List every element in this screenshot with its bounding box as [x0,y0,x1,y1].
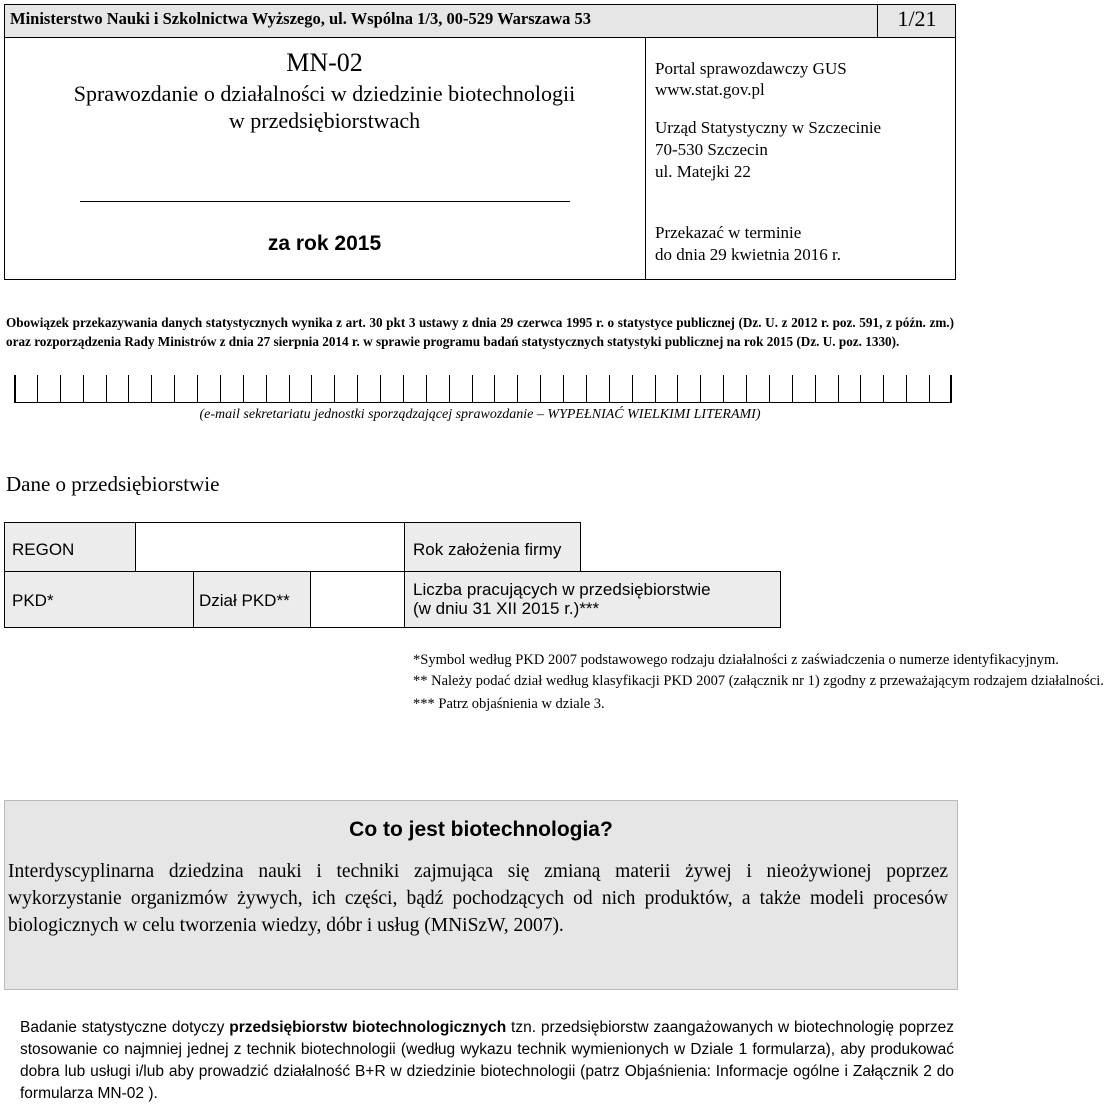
employees-label-line2: (w dniu 31 XII 2015 r.)*** [413,599,600,618]
header-vertical-divider [645,38,646,280]
study-scope-post: tzn. przedsiębiorstw zaangażowanych w biotechnologię poprzez stosowanie co najmniej jednej z technik biotechnologii (według wykazu technik wymienionych w Dziale 1 formularza), aby produkować dobra lub usługi i/lub aby prowadzić działalność B+R w dziedzinie biotechnologii (patrz Objaśnienia: Informacje ogólne i Załącznik 2 do formularza MN-02 ). [20,1019,954,1102]
footnote-pkd: *Symbol według PKD 2007 podstawowego rodzaju działalności z zaświadczenia o numerze identyfikacyjnym. [413,652,1059,668]
email-cell-divider [746,375,747,403]
email-cell-divider [700,375,701,403]
email-cell-divider [311,375,312,403]
office-street: ul. Matejki 22 [655,162,751,181]
email-cell-divider [14,375,16,403]
email-cell-divider [128,375,129,403]
form-title-line1: Sprawozdanie o działalności w dziedzinie biotechnologii [73,81,576,106]
office-name: Urząd Statystyczny w Szczecinie [655,118,882,137]
email-input-cells[interactable] [14,375,952,403]
portal-name: Portal sprawozdawczy GUS [655,59,847,78]
email-cell-divider [37,375,38,403]
footnote-employees: *** Patrz objaśnienia w dziale 3. [413,696,605,712]
study-scope-pre: Badanie statystyczne dotyczy [20,1019,230,1036]
signature-line [80,201,570,202]
employees-label-line1: Liczba pracujących w przedsiębiorstwie [413,580,711,599]
regon-input[interactable] [135,522,405,572]
email-cell-divider [449,375,450,403]
employees-label [413,580,711,618]
pkd-label: PKD* [12,591,54,610]
footnote-division: ** Należy podać dział według klasyfikacji PKD 2007 (załącznik nr 1) zgodny z przeważającym rodzajem działalności. [413,673,1104,689]
email-cell-divider [883,375,884,403]
email-cell-divider [266,375,267,403]
legal-obligation-text: Obowiązek przekazywania danych statystycznych wynika z art. 30 pkt 3 ustawy z dnia 29 czerwca 1995 r. o statystyce publicznej (Dz. U. z 2012 r. poz. 591, z późn. zm.) oraz rozporządzenia Rady Ministrów z dnia 27 sierpnia 2014 r. w sprawie programu badań statystycznych statystyki publicznej na rok 2015 (Dz. U. poz. 1330). [6,315,954,349]
deadline-label: Przekazać w terminie [655,223,802,242]
email-cell-divider [220,375,221,403]
email-cell-divider [540,375,541,403]
office-postal: 70-530 Szczecin [655,140,768,159]
pkd-division-label: Dział PKD** [199,591,290,610]
email-cell-divider [655,375,656,403]
email-cell-divider [723,375,724,403]
email-cell-divider [586,375,587,403]
email-cell-divider [60,375,61,403]
email-cell-divider [929,375,930,403]
email-cell-divider [677,375,678,403]
form-title [4,80,645,134]
company-section-heading: Dane o przedsiębiorstwie [6,472,220,496]
email-cell-divider [151,375,152,403]
email-instruction-prefix: (e-mail sekretariatu jednostki sporządzającej sprawozdanie – [199,407,548,422]
email-cell-divider [950,375,952,403]
email-cell-divider [403,375,404,403]
portal-url[interactable]: www.stat.gov.pl [655,80,765,99]
email-cell-divider [357,375,358,403]
founding-year-label: Rok założenia firmy [413,540,562,559]
email-cell-divider [426,375,427,403]
pkd-division-input[interactable] [310,571,405,628]
email-cell-divider [815,375,816,403]
email-cell-divider [563,375,564,403]
email-cell-divider [632,375,633,403]
email-cell-divider [106,375,107,403]
form-title-line2: w przedsiębiorstwach [228,108,421,133]
email-cell-divider [769,375,770,403]
regon-label: REGON [12,540,75,559]
deadline-date: do dnia 29 kwietnia 2016 r. [655,245,842,264]
biotech-definition: Interdyscyplinarna dziedzina nauki i techniki zajmująca się zmianą materii żywej i nieożywionej poprzez wykorzystanie organizmów żywych, ich części, bądź pochodzących od nich produktów, a także modeli procesów biologicznych w celu tworzenia wiedzy, dóbr i usług (MNiSzW, 2007). [8,861,948,936]
page-number: 1/21 [897,6,937,31]
email-cell-divider [289,375,290,403]
email-cell-divider [83,375,84,403]
email-cells-baseline [14,402,952,403]
report-year: za rok 2015 [267,232,382,255]
email-cell-divider [792,375,793,403]
study-scope [20,1017,954,1105]
form-code: MN-02 [286,48,363,77]
email-cell-divider [334,375,335,403]
biotech-title: Co to jest biotechnologia? [349,818,613,841]
study-scope-bold: przedsiębiorstw biotechnologicznych [229,1019,507,1036]
email-cell-divider [494,375,495,403]
email-instruction-caps: WYPEŁNIAĆ WIELKIMI LITERAMI) [547,407,761,422]
ministry-address: Ministerstwo Nauki i Szkolnictwa Wyższego, ul. Wspólna 1/3, 00-529 Warszawa 53 [10,9,592,28]
email-cell-divider [860,375,861,403]
email-cell-divider [197,375,198,403]
email-cell-divider [380,375,381,403]
email-cell-divider [906,375,907,403]
email-cell-divider [609,375,610,403]
email-instruction [6,407,954,423]
email-cell-divider [472,375,473,403]
email-cell-divider [174,375,175,403]
email-cell-divider [838,375,839,403]
email-cell-divider [243,375,244,403]
email-cell-divider [517,375,518,403]
